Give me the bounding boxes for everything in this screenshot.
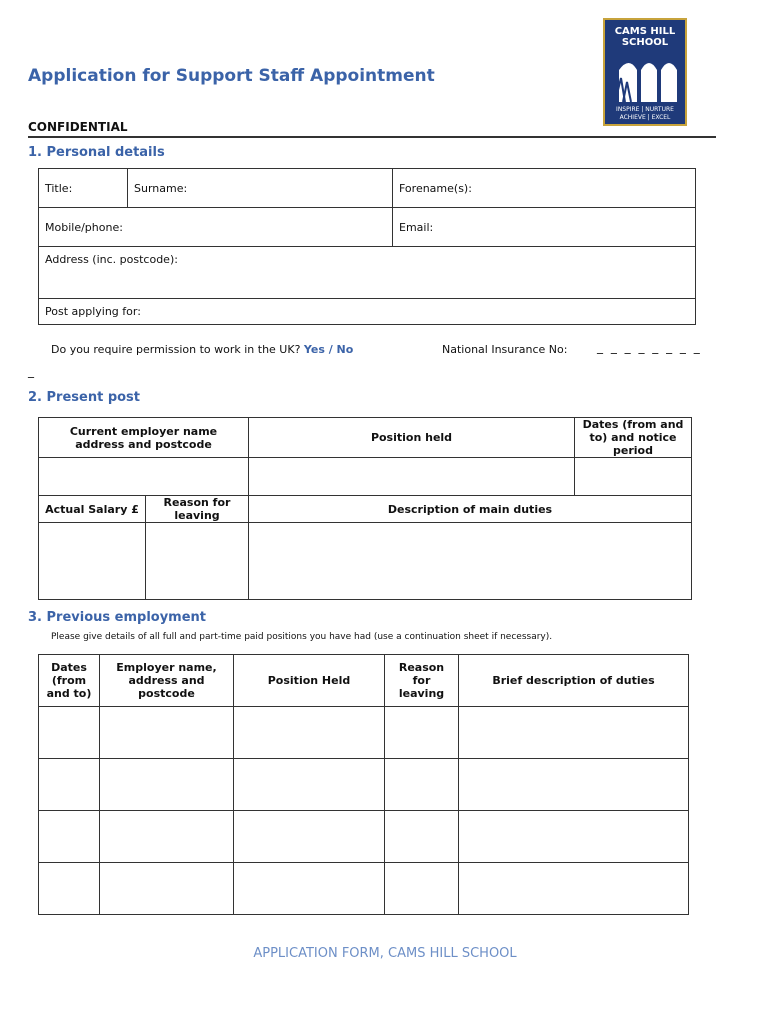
reason-leaving-input[interactable] <box>146 523 249 600</box>
prev-duties-header: Brief description of duties <box>459 655 689 707</box>
table-row <box>39 811 689 863</box>
prev-duties-input[interactable] <box>459 707 689 759</box>
post-applying-field[interactable] <box>39 299 696 325</box>
prev-reason-header: Reason for leaving <box>385 655 459 707</box>
prev-reason-input[interactable] <box>385 759 459 811</box>
prev-reason-input[interactable] <box>385 863 459 915</box>
ni-number-field-continued[interactable]: _ <box>28 364 36 378</box>
section-personal-heading: 1. Personal details <box>28 145 165 160</box>
current-employer-header: Current employer name address and postcode <box>39 418 249 458</box>
prev-employer-input[interactable] <box>100 759 234 811</box>
position-held-header: Position held <box>249 418 575 458</box>
prev-duties-input[interactable] <box>459 811 689 863</box>
table-row <box>39 759 689 811</box>
mobile-label: Mobile/phone: <box>45 220 123 234</box>
salary-header: Actual Salary £ <box>39 496 146 523</box>
prev-employer-header: Employer name, address and postcode <box>100 655 234 707</box>
main-duties-input[interactable] <box>249 523 692 600</box>
prev-position-input[interactable] <box>234 811 385 863</box>
prev-position-input[interactable] <box>234 863 385 915</box>
table-row <box>39 707 689 759</box>
previous-employment-table <box>38 654 689 915</box>
title-field[interactable] <box>39 169 128 208</box>
prev-reason-input[interactable] <box>385 811 459 863</box>
prev-dates-input[interactable] <box>39 811 100 863</box>
page-footer: APPLICATION FORM, CAMS HILL SCHOOL <box>253 946 517 961</box>
prev-reason-input[interactable] <box>385 707 459 759</box>
header-divider <box>28 136 716 138</box>
school-logo <box>603 18 687 126</box>
ni-label: National Insurance No: <box>442 343 568 356</box>
permission-question <box>51 343 353 356</box>
surname-label: Surname: <box>134 181 188 195</box>
personal-details-table <box>38 168 696 325</box>
prev-duties-input[interactable] <box>459 759 689 811</box>
email-field[interactable] <box>393 208 696 247</box>
title-label: Title: <box>45 181 73 195</box>
reason-leaving-header: Reason for leaving <box>146 496 249 523</box>
permission-question-text: Do you require permission to work in the UK? <box>51 343 301 356</box>
logo-motto-2: ACHIEVE | EXCEL <box>619 114 671 121</box>
prev-employer-input[interactable] <box>100 863 234 915</box>
previous-employment-note: Please give details of all full and part-time paid positions you have had (use a continuation sheet if necessary). <box>51 632 553 642</box>
section-previous-heading: 3. Previous employment <box>28 610 207 625</box>
address-field[interactable] <box>39 247 696 299</box>
prev-dates-input[interactable] <box>39 759 100 811</box>
forenames-field[interactable] <box>393 169 696 208</box>
page-title: Application for Support Staff Appointment <box>28 66 435 86</box>
confidential-label: CONFIDENTIAL <box>28 120 128 134</box>
prev-duties-input[interactable] <box>459 863 689 915</box>
logo-line-1: CAMS HILL <box>614 26 676 37</box>
prev-dates-input[interactable] <box>39 707 100 759</box>
yes-no-option[interactable]: Yes / No <box>303 343 354 356</box>
prev-position-input[interactable] <box>234 707 385 759</box>
address-label: Address (inc. postcode): <box>45 253 178 266</box>
post-applying-label: Post applying for: <box>45 305 141 318</box>
prev-employer-input[interactable] <box>100 707 234 759</box>
prev-dates-header: Dates (from and to) <box>39 655 100 707</box>
dates-notice-input[interactable] <box>575 458 692 496</box>
prev-dates-input[interactable] <box>39 863 100 915</box>
table-row <box>39 863 689 915</box>
forenames-label: Forename(s): <box>399 181 472 195</box>
logo-motto-1: INSPIRE | NURTURE <box>616 106 674 113</box>
prev-employer-input[interactable] <box>100 811 234 863</box>
email-label: Email: <box>399 220 434 234</box>
salary-input[interactable] <box>39 523 146 600</box>
section-present-heading: 2. Present post <box>28 390 141 405</box>
prev-position-header: Position Held <box>234 655 385 707</box>
ni-number-field[interactable]: _ _ _ _ _ _ _ _ <box>597 340 702 354</box>
mobile-field[interactable] <box>39 208 393 247</box>
prev-position-input[interactable] <box>234 759 385 811</box>
dates-notice-header: Dates (from and to) and notice period <box>575 418 692 458</box>
position-held-input[interactable] <box>249 458 575 496</box>
logo-emblem-icon <box>611 52 681 102</box>
current-employer-input[interactable] <box>39 458 249 496</box>
main-duties-header: Description of main duties <box>249 496 692 523</box>
present-post-table <box>38 417 692 600</box>
surname-field[interactable] <box>128 169 393 208</box>
logo-line-2: SCHOOL <box>621 37 669 48</box>
